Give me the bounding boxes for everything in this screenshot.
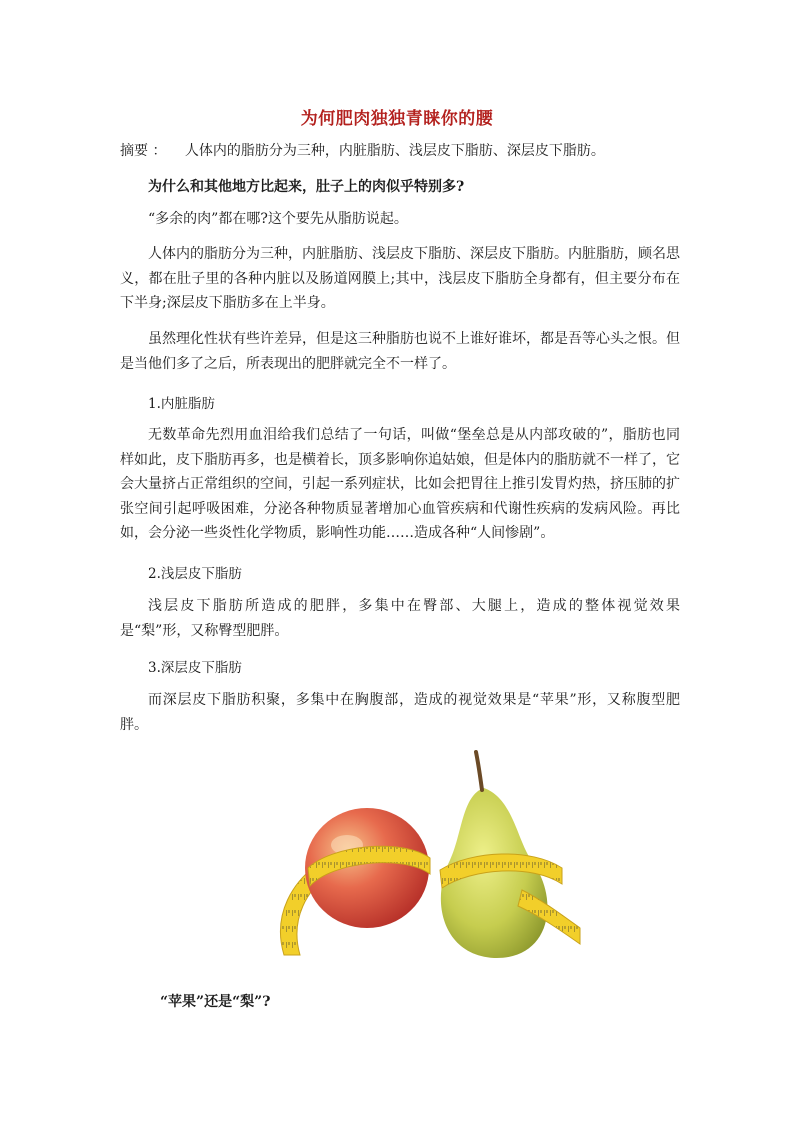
question-heading: 为什么和其他地方比起来，肚子上的肉似乎特别多? [148, 179, 465, 195]
abstract-text: 人体内的脂肪分为三种，内脏脂肪、浅层皮下脂肪、深层皮下脂肪。 [184, 143, 605, 159]
paragraph-fat-types: 人体内的脂肪分为三种，内脏脂肪、浅层皮下脂肪、深层皮下脂肪。内脏脂肪，顾名思义，都在肚子里的各种内脏以及肠道网膜上;其中，浅层皮下脂肪全身都有，但主要分布在下半身;深层皮下脂肪多在上半身。 [120, 246, 680, 311]
paragraph-intro: “多余的肉”都在哪?这个要先从脂肪说起。 [148, 211, 408, 227]
subheading-visceral-fat: 1.内脏脂肪 [148, 396, 215, 412]
subheading-deep-fat: 3.深层皮下脂肪 [148, 660, 242, 676]
subheading-superficial-fat: 2.浅层皮下脂肪 [148, 566, 242, 582]
paragraph-superficial-fat: 浅层皮下脂肪所造成的肥胖，多集中在臀部、大腿上，造成的整体视觉效果是“梨”形，又称臀型肥胖。 [120, 598, 680, 639]
abstract [120, 140, 605, 160]
apple-pear-tape-illustration [262, 750, 582, 975]
page-title: 为何肥肉独独青睐你的腰 [300, 109, 494, 129]
abstract-label: 摘要 ： [120, 143, 167, 159]
figure-question: “苹果”还是“梨”? [160, 994, 271, 1010]
paragraph-difference: 虽然理化性状有些许差异，但是这三种脂肪也说不上谁好谁坏，都是吾等心头之恨。但是当他们多了之后，所表现出的肥胖就完全不一样了。 [120, 331, 680, 372]
paragraph-visceral-fat: 无数革命先烈用血泪给我们总结了一句话，叫做“堡垒总是从内部攻破的”，脂肪也同样如此，皮下脂肪再多，也是横着长，顶多影响你追姑娘，但是体内的脂肪就不一样了，它会大量挤占正常组织的空间，引起一系列症状，比如会把胃往上推引发胃灼热，挤压肺的扩张空间引起呼吸困难，分泌各种物质显著增加心血管疾病和代谢性疾病的发病风险。再比如，会分泌一些炎性化学物质，影响性功能……造成各种“人间惨剧”。 [120, 427, 680, 541]
paragraph-deep-fat: 而深层皮下脂肪积聚，多集中在胸腹部，造成的视觉效果是“苹果”形，又称腹型肥胖。 [120, 692, 680, 733]
